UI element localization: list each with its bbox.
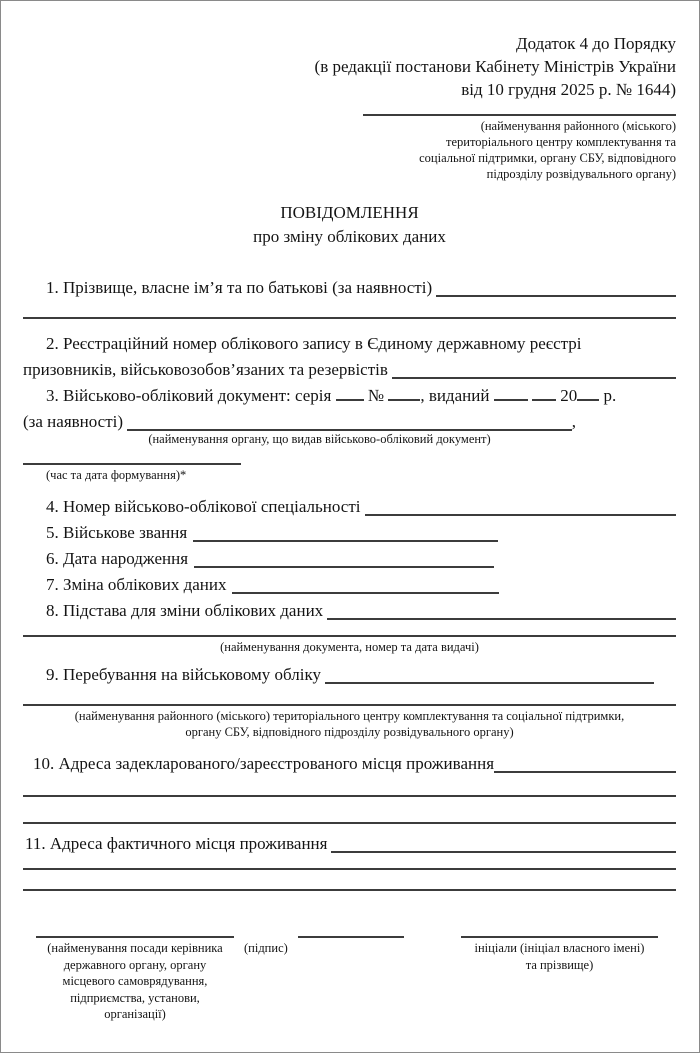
item-10-blank-line-2: [23, 795, 676, 797]
item-11-label: 11. Адреса фактичного місця проживання: [25, 834, 328, 853]
item-6: [23, 546, 676, 572]
item-3-label-part-2: , виданий: [420, 386, 490, 405]
signature-blank-line: [298, 936, 404, 938]
item-9-caption: [23, 708, 676, 740]
item-4: [23, 494, 676, 520]
position-caption-line-2: державного органу, органу: [63, 957, 207, 972]
item-10-blank-line: [494, 771, 676, 773]
item-11-blank-line-2: [23, 868, 676, 870]
item-8-blank-line-2: [23, 635, 676, 637]
item-9-caption-line-1: (найменування районного (міського) територіального центру комплектування та соціальної підтримки,: [74, 709, 625, 723]
item-6-blank-line: [194, 566, 494, 568]
item-3-row-1: [23, 383, 676, 409]
item-3-day-blank: [494, 385, 528, 401]
initials-caption-line-1: ініціали (ініціал власного імені): [474, 941, 645, 955]
org-caption-line-2: територіального центру комплектування та: [446, 135, 676, 149]
position-caption-line-4: підприємства, установи,: [70, 990, 200, 1005]
item-9: [23, 662, 676, 688]
item-3-number-sign: №: [367, 386, 385, 405]
initials-caption-line-2: та прізвище): [525, 957, 594, 972]
item-9-label: 9. Перебування на військовому обліку: [46, 665, 321, 684]
position-title-caption: [23, 940, 247, 1023]
appendix-line-2: (в редакції постанови Кабінету Міністрів України: [314, 57, 676, 76]
item-5-blank-line: [193, 540, 498, 542]
item-2-blank-line: [392, 377, 676, 379]
initials-blank-line: [461, 936, 658, 938]
item-7: [23, 572, 676, 598]
item-7-label: 7. Зміна облікових даних: [46, 575, 227, 594]
position-title-blank-line: [36, 936, 234, 938]
item-3-if-available-label: (за наявності): [23, 412, 124, 431]
item-5-label: 5. Військове звання: [46, 523, 188, 542]
item-3-number-blank: [388, 385, 420, 401]
item-10: [23, 751, 676, 777]
item-8-caption: (найменування документа, номер та дата видачі): [220, 640, 479, 654]
item-3-issuer-caption: (найменування органу, що видав військово-обліковий документ): [148, 432, 491, 446]
item-1-label: 1. Прізвище, власне ім’я та по батькові (за наявності): [46, 278, 433, 297]
title-line-2: про зміну облікових даних: [253, 227, 446, 246]
initials-caption: [431, 940, 688, 973]
item-9-blank-line-2: [23, 704, 676, 706]
org-name-blank-line: [363, 114, 676, 116]
item-3-year-suffix: р.: [603, 386, 617, 405]
item-2-label-line-1: 2. Реєстраційний номер облікового запису в Єдиному державному реєстрі: [46, 334, 582, 353]
item-10-label: 10. Адреса задекларованого/зареєстрованого місця проживання: [33, 754, 495, 773]
org-caption-line-3: соціальної підтримки, органу СБУ, відповідного: [419, 151, 676, 165]
item-6-label: 6. Дата народження: [46, 549, 189, 568]
item-1-blank-line-2: [23, 317, 676, 319]
document-title: [23, 201, 676, 249]
item-8: [23, 598, 676, 624]
item-1-blank-line: [436, 295, 676, 297]
item-4-blank-line: [365, 514, 677, 516]
appendix-reference: [23, 32, 676, 101]
item-4-label: 4. Номер військово-облікової спеціальності: [46, 497, 361, 516]
position-caption-line-5: організації): [104, 1007, 166, 1021]
item-7-blank-line: [232, 592, 499, 594]
item-3-month-blank: [532, 385, 556, 401]
signature-block: [23, 891, 676, 1021]
formation-date-blank-line: [23, 463, 241, 465]
item-2-row-2: [23, 357, 676, 383]
item-11: [23, 831, 676, 857]
item-9-caption-line-2: органу СБУ, відповідного підрозділу розвідувального органу): [185, 725, 514, 739]
item-2: [23, 331, 676, 383]
org-name-caption: [23, 118, 676, 182]
item-3: [23, 383, 676, 483]
item-8-blank-line: [327, 618, 676, 620]
position-caption-line-1: (найменування посади керівника: [47, 941, 223, 955]
item-3-series-blank: [336, 385, 364, 401]
item-3-year-blank: [577, 385, 599, 401]
position-caption-line-3: місцевого самоврядування,: [62, 974, 208, 988]
item-1: [23, 275, 676, 301]
signature-caption: (підпис): [244, 941, 288, 955]
item-5: [23, 520, 676, 546]
org-caption-line-1: (найменування районного (міського): [480, 119, 676, 133]
appendix-line-1: Додаток 4 до Порядку: [516, 34, 676, 53]
org-caption-line-4: підрозділу розвідувального органу): [486, 167, 676, 181]
title-line-1: ПОВІДОМЛЕННЯ: [280, 203, 419, 222]
item-3-comma: ,: [571, 412, 576, 431]
formation-date-caption: (час та дата формування)*: [46, 468, 187, 482]
item-3-label-part-1: 3. Військово-обліковий документ: серія: [46, 386, 332, 405]
item-3-year-prefix: 20: [560, 386, 578, 405]
item-10-blank-line-3: [23, 822, 676, 824]
item-11-blank-line: [331, 851, 676, 853]
item-2-label-line-2: призовників, військовозобов’язаних та резервістів: [23, 360, 388, 379]
appendix-line-3: від 10 грудня 2025 р. № 1644): [461, 80, 676, 99]
item-8-label: 8. Підстава для зміни облікових даних: [46, 601, 324, 620]
item-9-blank-line: [325, 682, 654, 684]
